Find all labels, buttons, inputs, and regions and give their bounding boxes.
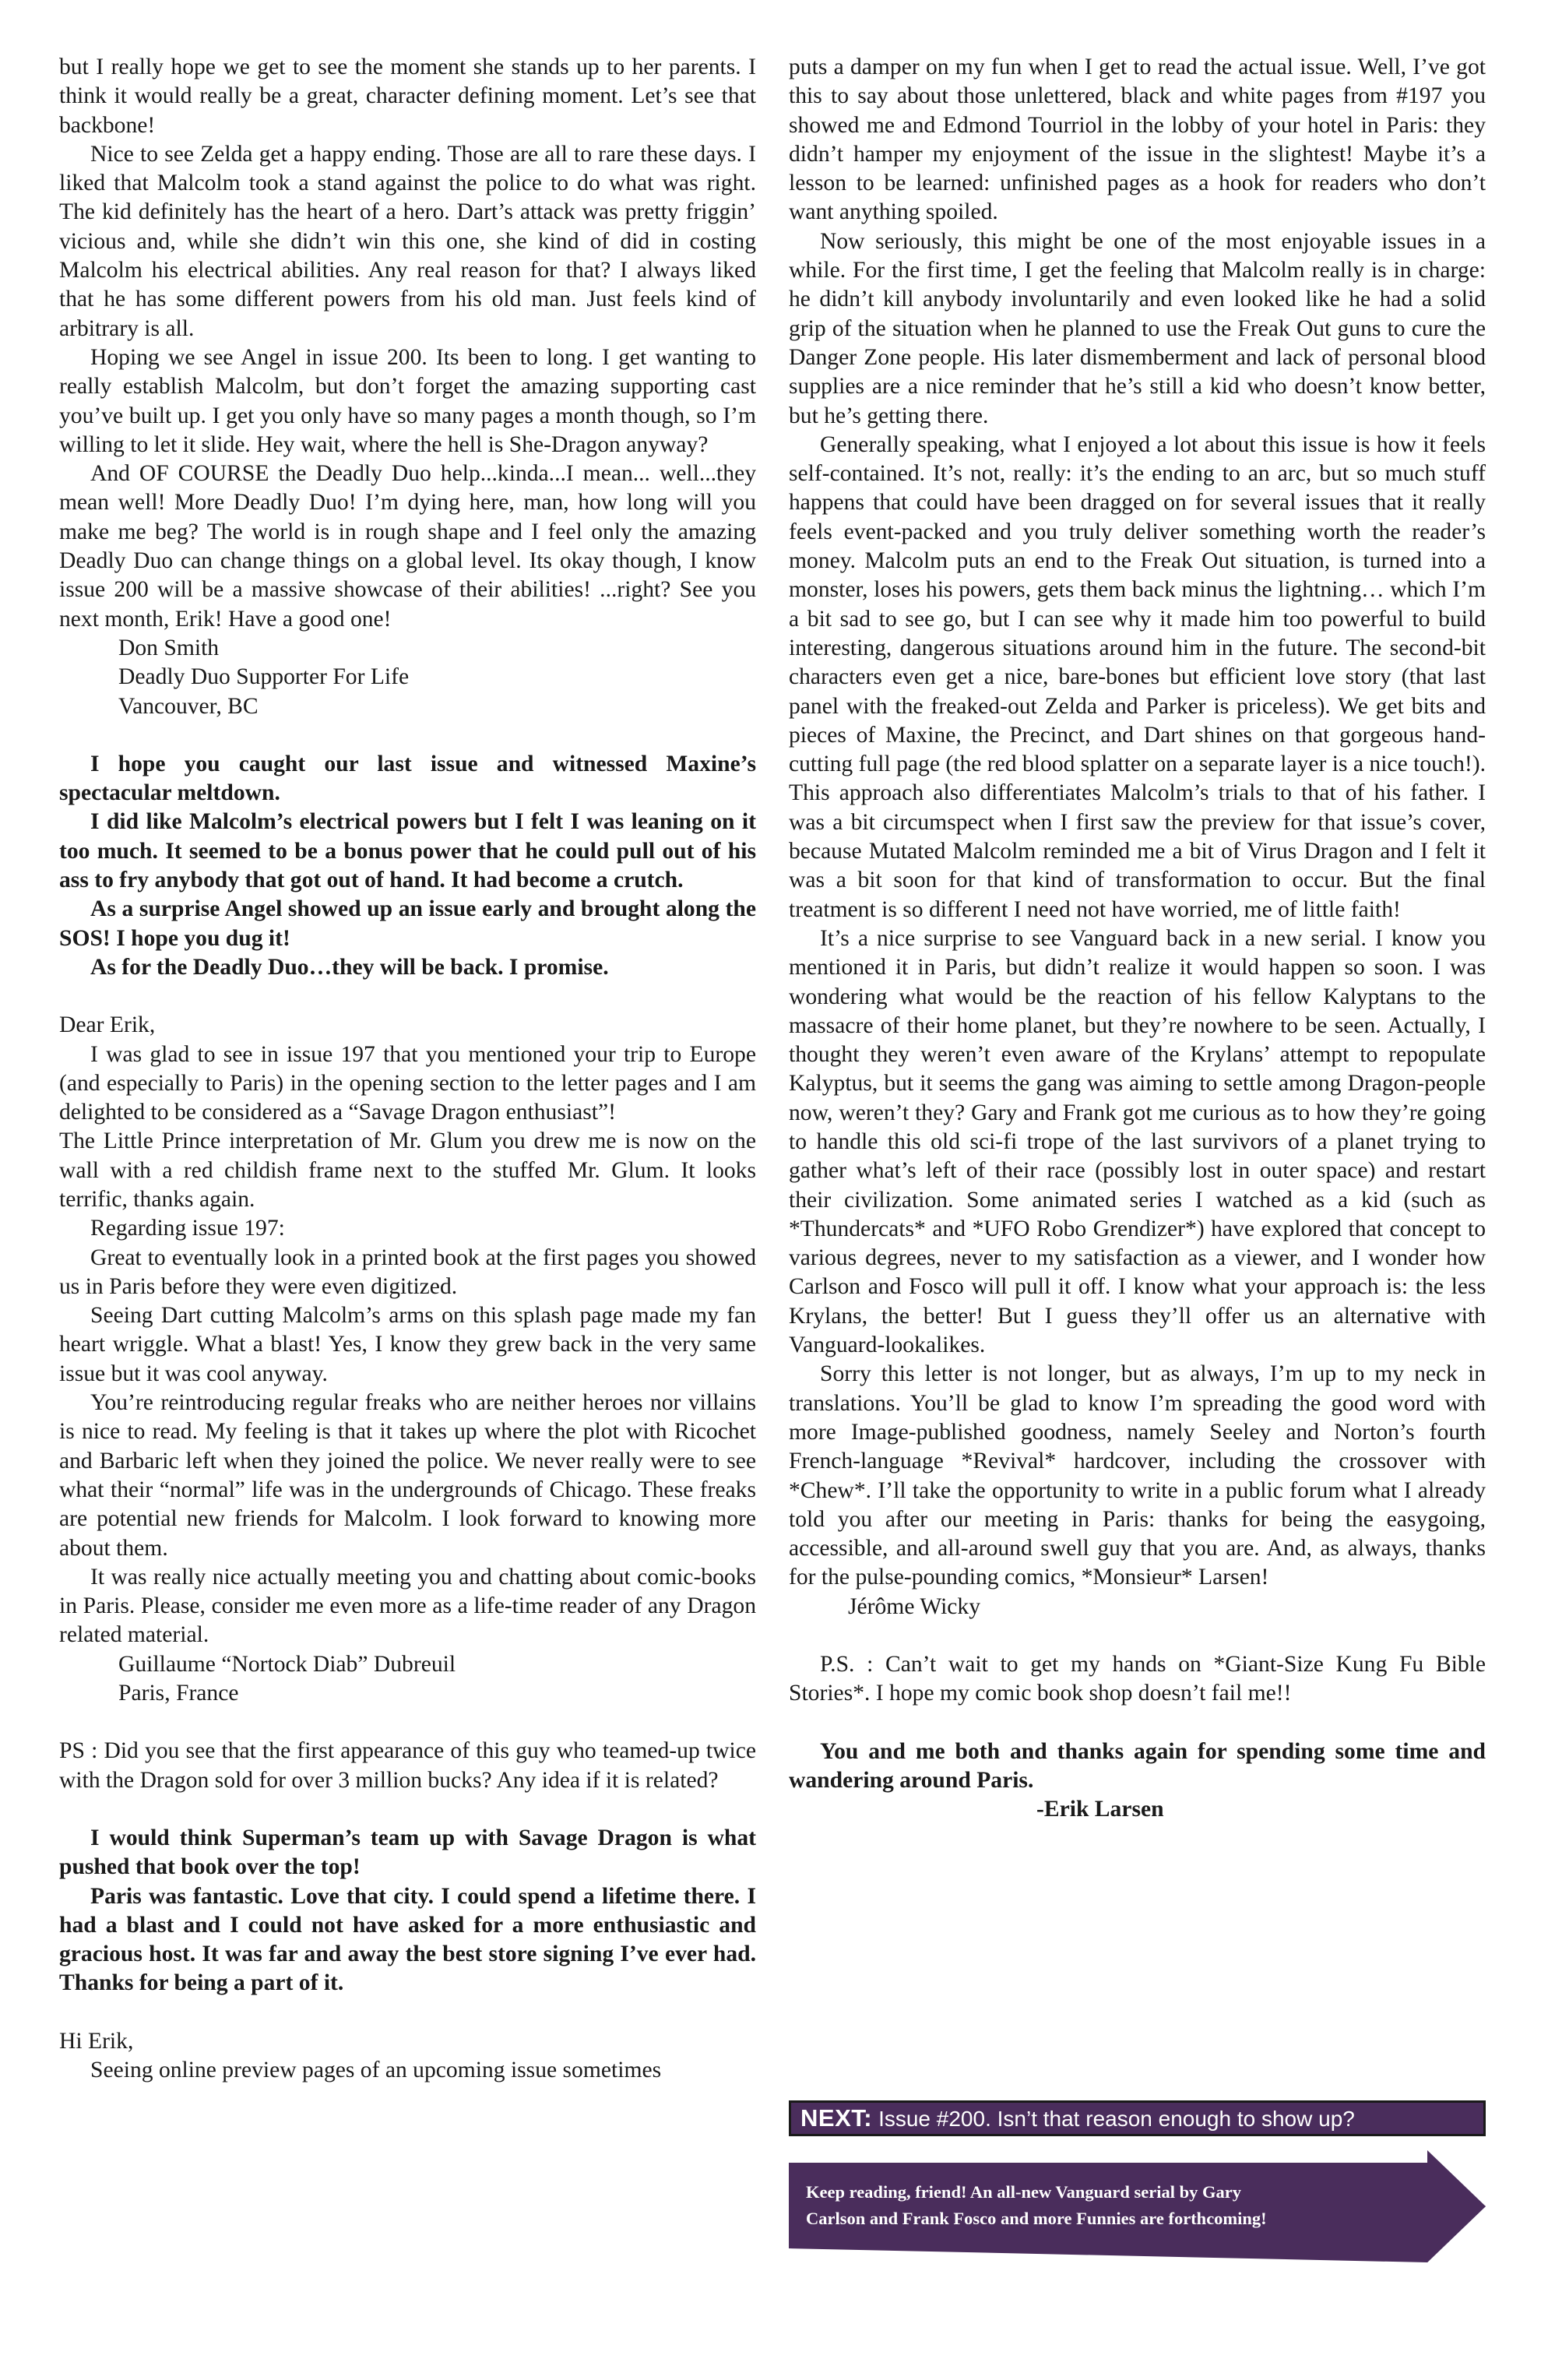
paragraph-gap (59, 1708, 756, 1737)
letter-paragraph: Hi Erik, (59, 2028, 134, 2054)
arrow-banner-text (806, 2179, 1413, 2232)
signature-line: Paris, France (118, 1681, 239, 1706)
letter-paragraph: Regarding issue 197: (90, 1216, 285, 1241)
editor-reply-paragraph: As a surprise Angel showed up an issue early and brought along the SOS! I hope you dug it! (59, 896, 756, 951)
signature-line: Guillaume “Nortock Diab” Dubreuil (118, 1651, 456, 1677)
editor-signature: -Erik Larsen (1036, 1797, 1164, 1822)
letter-paragraph: Hoping we see Angel in issue 200. Its been to long. I get wanting to really establish Malcolm, but don’t forget the amazing supporting cast you’ve built up. I get you only have so many pages a month though, so I’m willing to let it slide. Hey wait, where the hell is She-Dragon anyway? (59, 344, 756, 457)
editor-reply-paragraph: I would think Superman’s team up with Savage Dragon is what pushed that book over the top! (59, 1825, 756, 1880)
letter-paragraph: Seeing Dart cutting Malcolm’s arms on this splash page made my fan heart wriggle. What a blast! Yes, I know they grew back in the very same issue but it was cool anyway. (59, 1303, 756, 1386)
paragraph-gap (59, 721, 756, 750)
letter-paragraph: Seeing online preview pages of an upcoming issue sometimes (90, 2058, 662, 2082)
letter-paragraph: Generally speaking, what I enjoyed a lot about this issue is how it feels self-contained. It’s not, really: it’s the ending to an arc, but so much stuff happens that could have been dragged on for several issues that it really feels event-packed and you truly deliver something worth the reader’s money. Malcolm puts an end to the Freak Out situation, is turned into a monster, loses his powers, gets them back minus the lightning… which I’m a bit sad to see go, but I can see why it made him too powerful to build interesting, dangerous situations around him in the future. The second-bit characters even get a nice, bare-bones but efficient love story (that last panel with the freaked-out Zelda and Parker is priceless). We get bits and pieces of Maxine, the Precinct, and Dart shines on that gorgeous hand-cutting full page (the red blood splatter on a separate layer is a nice touch!). This approach also differentiates Malcolm’s trials to that of his father. I was a bit circumspect when I first saw the preview for that issue’s cover, because Mutated Malcolm reminded me a bit of Virus Dragon and I felt it was a bit soon for that kind of transformation to occur. But the final treatment is so different I need not have worried, me of little faith! (789, 431, 1486, 922)
letter-paragraph: Sorry this letter is not longer, but as always, I’m up to my neck in translations. You’ll be glad to know I’m spreading the good word with more Image-published goodness, namely Seeley and Norton’s fourth French-language *Revival* hardcover, including the crossover with *Chew*. I’ll take the opportunity to write in a public forum what I already told you after our meeting in Paris: thanks for being the easygoing, accessible, and all-around swell guy that you are. And, as always, thanks for the pulse-pounding comics, *Monsieur* Larsen! (789, 1361, 1486, 1590)
editor-reply-paragraph: I did like Malcolm’s electrical powers but I felt I was leaning on it too much. It seemed to be a bonus power that he could pull out of his ass to fry anybody that got out of hand. It had become a crutch. (59, 809, 756, 893)
paragraph-gap (59, 982, 756, 1011)
paragraph-gap (789, 1709, 1486, 1737)
arrow-line-2: Carlson and Frank Fosco and more Funnies are forthcoming! (806, 2209, 1267, 2228)
letter-paragraph: And OF COURSE the Deadly Duo help...kinda...I mean... well...they mean well! More Deadly Duo! I’m dying here, man, how long will you make me beg? The world is in rough shape and I feel only the amazing Deadly Duo can change things on a global level. Its okay though, I know issue 200 will be a massive showcase of their abilities! ...right? See you next month, Erik! Have a good one! (59, 461, 756, 632)
letter-paragraph: Dear Erik, (59, 1012, 156, 1038)
letter-paragraph: You’re reintroducing regular freaks who are neither heroes nor villains is nice to read. My feeling is that it takes up where the plot with Ricochet and Barbaric left when they joined the police. We never really were to see what their “normal” life was in the undergrounds of Chicago. These freaks are potential new friends for Malcolm. I look forward to knowing more about them. (59, 1390, 756, 1561)
signature-line: Vancouver, BC (118, 693, 259, 719)
signature-line: Jérôme Wicky (848, 1593, 981, 1619)
editor-reply-paragraph: Paris was fantastic. Love that city. I could spend a lifetime there. I had a blast and I could not have asked for a more enthusiastic and gracious host. It was far and away the best store signing I’ve ever had. Thanks for being a part of it. (59, 1883, 756, 1996)
letter-paragraph: Now seriously, this might be one of the most enjoyable issues in a while. For the first time, I get the feeling that Malcolm really is in charge: he didn’t kill anybody involuntarily and even looked like he had a solid grip of the situation when he planned to use the Freak Out guns to cure the Danger Zone people. His later dismemberment and lack of personal blood supplies are a nice reminder that he’s still a kid who doesn’t know better, but he’s getting there. (789, 228, 1486, 428)
paragraph-gap (789, 1621, 1486, 1650)
letter-paragraph: PS : Did you see that the first appearance of this guy who teamed-up twice with the Dragon sold for over 3 million bucks? Any idea if it is related? (59, 1738, 756, 1793)
letter-paragraph: puts a damper on my fun when I get to read the actual issue. Well, I’ve got this to say about those unlettered, black and white pages from #197 you showed me and Edmond Tourriol in the lobby of your hotel in Paris: they didn’t hamper my enjoyment of the issue in the slightest! Maybe it’s a lesson to be learned: unfinished pages as a hook for readers who don’t want anything spoiled. (789, 55, 1486, 225)
paragraph-gap (59, 1998, 756, 2027)
editor-reply-paragraph: You and me both and thanks again for spending some time and wandering around Paris. (789, 1738, 1486, 1793)
letter-paragraph: It was really nice actually meeting you and chatting about comic-books in Paris. Please, consider me even more as a life-time reader of any Dragon related material. (59, 1564, 756, 1648)
letter-paragraph: but I really hope we get to see the moment she stands up to her parents. I think it would really be a great, character defining moment. Let’s see that backbone! (59, 55, 756, 138)
signature-line: Don Smith (118, 635, 220, 660)
editor-reply-paragraph: I hope you caught our last issue and witnessed Maxine’s spectacular meltdown. (59, 751, 756, 806)
right-column (789, 53, 1486, 1825)
signature-line: Deadly Duo Supporter For Life (118, 664, 410, 690)
letter-paragraph: The Little Prince interpretation of Mr. Glum you drew me is now on the wall with a red childish frame next to the stuffed Mr. Glum. It looks terrific, thanks again. (59, 1128, 756, 1212)
letter-paragraph: Great to eventually look in a printed book at the first pages you showed us in Paris before they were even digitized. (59, 1245, 756, 1299)
letter-paragraph: It’s a nice surprise to see Vanguard back in a new serial. I know you mentioned it in Paris, but didn’t realize it would happen so soon. I was wondering what would be the reaction of his fellow Kalyptans to the massacre of their home planet, but they’re nowhere to be seen. Actually, I thought they weren’t even aware of the Krylans’ attempt to repopulate Kalyptus, but it seems the gang was aiming to settle among Dragon-people now, weren’t they? Gary and Frank got me curious as to how they’re going to handle this old sci-fi trope of the last survivors of a planet trying to gather what’s left of their race (possibly lost in outer space) and restart their civilization. Some animated series I watched as a kid (such as *Thundercats* and *UFO Robo Grendizer*) have explored that concept to various degrees, never to my satisfaction as a viewer, and I wonder how Carlson and Fosco will pull it off. I know what your approach is: the less Krylans, the better! But I guess they’ll offer us an alternative with Vanguard-lookalikes. (789, 925, 1486, 1358)
editor-reply-paragraph: As for the Deadly Duo…they will be back. I promise. (90, 954, 609, 980)
left-column (59, 53, 756, 2085)
next-issue-banner (789, 2100, 1486, 2136)
arrow-line-1: Keep reading, friend! An all-new Vanguard serial by Gary (806, 2182, 1241, 2202)
next-issue-text: Issue #200. Isn’t that reason enough to show up? (878, 2107, 1355, 2131)
keep-reading-arrow-banner (789, 2150, 1486, 2262)
letter-paragraph: P.S. : Can’t wait to get my hands on *Giant-Size Kung Fu Bible Stories*. I hope my comic book shop doesn’t fail me!! (789, 1652, 1486, 1706)
paragraph-gap (59, 1795, 756, 1824)
letter-paragraph: Nice to see Zelda get a happy ending. Those are all to rare these days. I liked that Malcolm took a stand against the police to do what was right. The kid definitely has the heart of a hero. Dart’s attack was pretty friggin’ vicious and, while she didn’t win this one, she kind of did in costing Malcolm his electrical abilities. Any real reason for that? I always liked that he has some different powers from his old man. Just feels kind of arbitrary is all. (59, 141, 756, 341)
letter-paragraph: I was glad to see in issue 197 that you mentioned your trip to Europe (and especially to Paris) in the opening section to the letter pages and I am delighted to be considered as a “Savage Dragon enthusiast”! (59, 1041, 756, 1125)
next-label: NEXT: (800, 2104, 873, 2132)
